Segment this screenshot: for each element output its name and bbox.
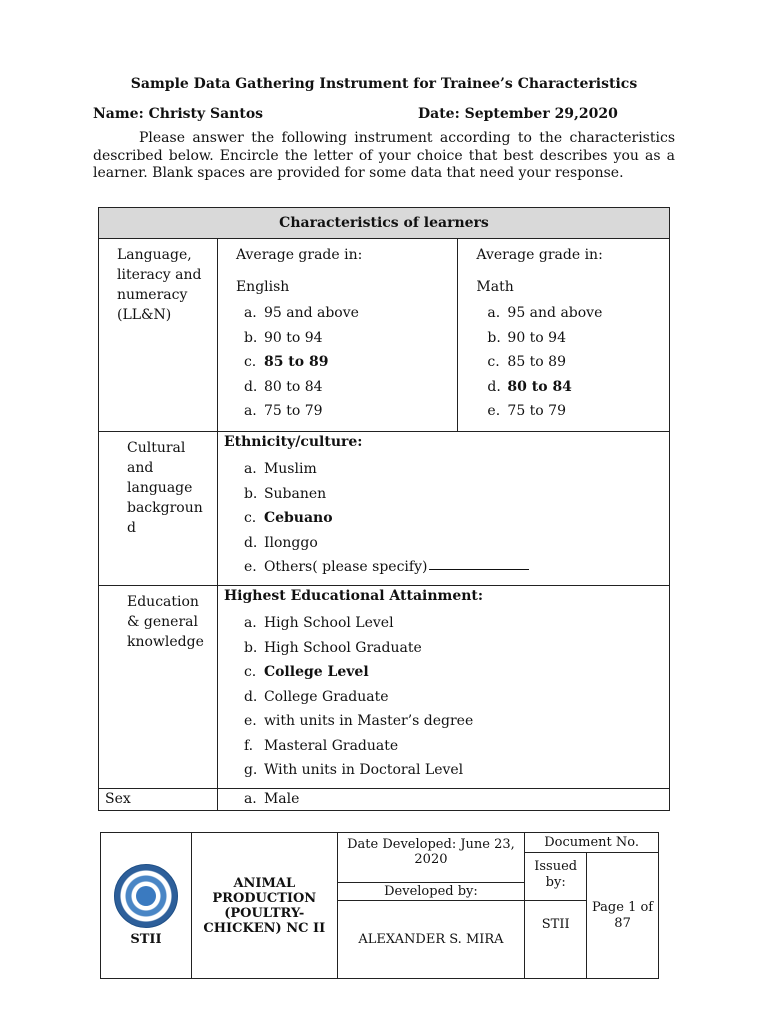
option-text: 90 to 94 (507, 329, 566, 346)
sex-cell (217, 789, 669, 811)
option-text: 90 to 94 (263, 329, 323, 346)
education-options (218, 611, 669, 783)
option-letter: a. (243, 615, 257, 631)
option-text: 95 and above (263, 305, 359, 321)
date-line: Date: September 29,2020 (418, 106, 618, 122)
option-text: with units in Master’s degree (263, 713, 474, 729)
option-letter: e. (243, 559, 257, 575)
option-letter: b. (243, 485, 258, 502)
option-letter: e. (487, 403, 501, 419)
math-grade-option[interactable] (487, 399, 669, 424)
option-letter: c. (243, 354, 257, 370)
math-options (458, 301, 669, 424)
option-text: 95 and above (507, 305, 603, 321)
option-letter: d. (243, 378, 258, 395)
footer-org: STII (130, 932, 162, 947)
option-letter: d. (243, 688, 258, 705)
sex-label: Sex (99, 789, 218, 811)
option-text: Ilonggo (263, 534, 318, 551)
education-title: Highest Educational Attainment: (223, 588, 484, 604)
footer-page: Page 1 of 87 (587, 853, 659, 979)
education-cell (217, 586, 669, 789)
option-text: High School Graduate (263, 639, 422, 656)
option-text: 80 to 84 (507, 378, 572, 395)
culture-title: Ethnicity/culture: (223, 434, 363, 450)
english-grade-option[interactable] (244, 326, 457, 351)
culture-label: Cultural and language backgroun d (99, 432, 218, 586)
english-grade-option[interactable] (244, 350, 457, 375)
math-grade-option[interactable] (487, 350, 669, 375)
option-text: Masteral Graduate (263, 737, 399, 754)
option-letter: d. (243, 534, 258, 551)
culture-option[interactable] (244, 457, 669, 482)
option-letter: c. (487, 354, 500, 370)
education-option[interactable] (244, 758, 669, 783)
option-text: High School Level (263, 615, 394, 631)
lln-label: Language, literacy and numeracy (LL&N) (99, 239, 218, 432)
option-letter: c. (243, 510, 257, 526)
math-grade-option[interactable] (487, 326, 669, 351)
footer-issued-by: STII (525, 901, 587, 979)
option-letter: b. (243, 639, 258, 656)
option-letter: e. (243, 713, 257, 729)
english-grade-cell (217, 239, 457, 432)
education-label: Education & general knowledge (99, 586, 218, 789)
option-text: 80 to 84 (263, 378, 323, 395)
footer-qualification: ANIMAL PRODUCTION (POULTRY-CHICKEN) NC II (191, 833, 337, 979)
english-grade-option[interactable] (244, 375, 457, 400)
option-text: 75 to 79 (507, 403, 566, 419)
sex-option-letter: a. (243, 791, 257, 807)
option-letter: a. (243, 305, 257, 321)
footer-developer: ALEXANDER S. MIRA (337, 901, 525, 979)
culture-cell (217, 432, 669, 586)
option-letter: g. (243, 762, 258, 778)
instructions-paragraph (93, 130, 675, 183)
education-option[interactable] (244, 734, 669, 759)
option-text: College Level (263, 664, 369, 680)
math-grade-cell (458, 239, 670, 432)
footer-document-no-label: Document No. (525, 833, 659, 853)
english-caption: Average grade in: (235, 247, 363, 263)
option-letter: b. (487, 329, 501, 346)
option-letter: d. (487, 378, 501, 395)
culture-option[interactable] (244, 506, 669, 531)
education-option[interactable] (244, 660, 669, 685)
option-letter: f. (243, 737, 254, 754)
culture-option[interactable] (244, 555, 669, 580)
option-letter: c. (243, 664, 257, 680)
option-letter: b. (243, 329, 258, 346)
footer-date-developed: Date Developed: June 23, 2020 (337, 833, 525, 883)
culture-option[interactable] (244, 531, 669, 556)
name-line: Name: Christy Santos (93, 106, 264, 122)
characteristics-table (98, 207, 670, 811)
education-option[interactable] (244, 685, 669, 710)
option-text: Others( please specify) (263, 559, 428, 575)
english-subject: English (235, 279, 290, 295)
option-text: Muslim (263, 461, 317, 477)
math-subject: Math (476, 279, 514, 295)
option-text: 85 to 89 (507, 354, 566, 370)
school-seal-logo (114, 864, 178, 928)
footer-issued-by-label: Issued by: (525, 853, 587, 901)
math-grade-option[interactable] (487, 375, 669, 400)
culture-option[interactable] (244, 482, 669, 507)
option-letter: a. (243, 403, 257, 419)
footer-developed-by-label: Developed by: (337, 883, 525, 901)
english-options (218, 301, 457, 424)
footer-org-cell (101, 833, 192, 979)
specify-blank-line[interactable] (429, 555, 529, 570)
math-grade-option[interactable] (487, 301, 669, 326)
math-caption: Average grade in: (476, 247, 603, 263)
instructions-text: Please answer the following instrument according to the characteristics described below. Encircle the letter of your choice that best describes you as a learner. Blank spaces are provided for some data that need your response. (93, 130, 675, 181)
option-letter: a. (243, 461, 257, 477)
sex-option-text: Male (263, 791, 300, 807)
english-grade-option[interactable] (244, 399, 457, 424)
culture-options (218, 457, 669, 580)
document-footer (100, 832, 659, 979)
option-text: Cebuano (263, 510, 333, 526)
table-header: Characteristics of learners (99, 208, 670, 239)
education-option[interactable] (244, 636, 669, 661)
option-text: College Graduate (263, 688, 389, 705)
option-letter: a. (487, 305, 501, 321)
education-option[interactable] (244, 611, 669, 636)
option-text: 85 to 89 (263, 354, 329, 370)
document-title: Sample Data Gathering Instrument for Trainee’s Characteristics (130, 76, 638, 92)
education-option[interactable] (244, 709, 669, 734)
option-text: Subanen (263, 485, 327, 502)
option-text: With units in Doctoral Level (263, 762, 464, 778)
english-grade-option[interactable] (244, 301, 457, 326)
option-text: 75 to 79 (263, 403, 323, 419)
